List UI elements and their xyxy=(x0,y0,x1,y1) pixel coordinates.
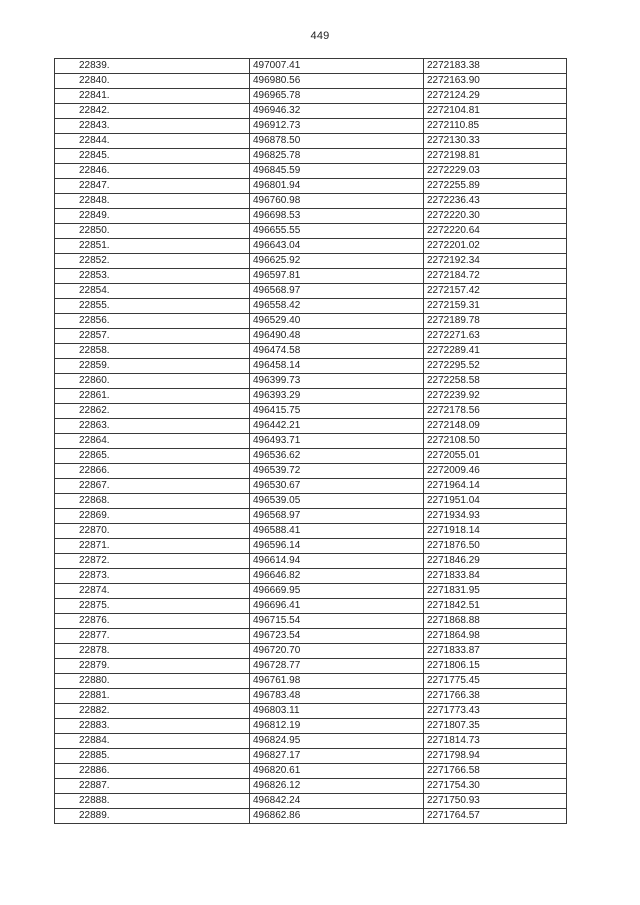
x-coordinate-cell: 496827.17 xyxy=(250,749,424,764)
x-coordinate-cell: 496442.21 xyxy=(250,419,424,434)
y-coordinate-cell: 2272009.46 xyxy=(424,464,567,479)
point-number-cell: 22876. xyxy=(55,614,250,629)
point-number-cell: 22866. xyxy=(55,464,250,479)
page-number: 449 xyxy=(310,30,330,42)
point-number-cell: 22859. xyxy=(55,359,250,374)
point-number-cell: 22862. xyxy=(55,404,250,419)
y-coordinate-cell: 2272295.52 xyxy=(424,359,567,374)
y-coordinate-cell: 2272108.50 xyxy=(424,434,567,449)
y-coordinate-cell: 2271833.84 xyxy=(424,569,567,584)
y-coordinate-cell: 2271864.98 xyxy=(424,629,567,644)
point-number-cell: 22858. xyxy=(55,344,250,359)
x-coordinate-cell: 496812.19 xyxy=(250,719,424,734)
x-coordinate-cell: 496655.55 xyxy=(250,224,424,239)
x-coordinate-cell: 496614.94 xyxy=(250,554,424,569)
y-coordinate-cell: 2272289.41 xyxy=(424,344,567,359)
x-coordinate-cell: 496723.54 xyxy=(250,629,424,644)
point-number-cell: 22844. xyxy=(55,134,250,149)
table-row xyxy=(55,809,567,824)
table-row xyxy=(55,119,567,134)
table-row xyxy=(55,539,567,554)
x-coordinate-cell: 496801.94 xyxy=(250,179,424,194)
y-coordinate-cell: 2271842.51 xyxy=(424,599,567,614)
x-coordinate-cell: 496474.58 xyxy=(250,344,424,359)
table-row xyxy=(55,749,567,764)
table-row xyxy=(55,269,567,284)
x-coordinate-cell: 496761.98 xyxy=(250,674,424,689)
point-number-cell: 22854. xyxy=(55,284,250,299)
point-number-cell: 22885. xyxy=(55,749,250,764)
x-coordinate-cell: 496980.56 xyxy=(250,74,424,89)
table-row xyxy=(55,89,567,104)
point-number-cell: 22856. xyxy=(55,314,250,329)
point-number-cell: 22874. xyxy=(55,584,250,599)
table-row xyxy=(55,299,567,314)
point-number-cell: 22863. xyxy=(55,419,250,434)
table-row xyxy=(55,644,567,659)
y-coordinate-cell: 2272239.92 xyxy=(424,389,567,404)
y-coordinate-cell: 2272104.81 xyxy=(424,104,567,119)
point-number-cell: 22846. xyxy=(55,164,250,179)
y-coordinate-cell: 2272124.29 xyxy=(424,89,567,104)
x-coordinate-cell: 496965.78 xyxy=(250,89,424,104)
x-coordinate-cell: 496625.92 xyxy=(250,254,424,269)
y-coordinate-cell: 2272183.38 xyxy=(424,59,567,74)
x-coordinate-cell: 496862.86 xyxy=(250,809,424,824)
x-coordinate-cell: 496912.73 xyxy=(250,119,424,134)
y-coordinate-cell: 2271876.50 xyxy=(424,539,567,554)
table-row xyxy=(55,569,567,584)
x-coordinate-cell: 496393.29 xyxy=(250,389,424,404)
table-row xyxy=(55,764,567,779)
y-coordinate-cell: 2271754.30 xyxy=(424,779,567,794)
x-coordinate-cell: 496820.61 xyxy=(250,764,424,779)
point-number-cell: 22888. xyxy=(55,794,250,809)
table-row xyxy=(55,179,567,194)
x-coordinate-cell: 496399.73 xyxy=(250,374,424,389)
x-coordinate-cell: 496825.78 xyxy=(250,149,424,164)
x-coordinate-cell: 496878.50 xyxy=(250,134,424,149)
x-coordinate-cell: 496539.05 xyxy=(250,494,424,509)
x-coordinate-cell: 496588.41 xyxy=(250,524,424,539)
x-coordinate-cell: 496568.97 xyxy=(250,509,424,524)
point-number-cell: 22877. xyxy=(55,629,250,644)
y-coordinate-cell: 2272229.03 xyxy=(424,164,567,179)
point-number-cell: 22845. xyxy=(55,149,250,164)
table-row xyxy=(55,314,567,329)
y-coordinate-cell: 2271964.14 xyxy=(424,479,567,494)
point-number-cell: 22851. xyxy=(55,239,250,254)
table-row xyxy=(55,479,567,494)
table-row xyxy=(55,194,567,209)
x-coordinate-cell: 496458.14 xyxy=(250,359,424,374)
x-coordinate-cell: 496558.42 xyxy=(250,299,424,314)
x-coordinate-cell: 496845.59 xyxy=(250,164,424,179)
y-coordinate-cell: 2272201.02 xyxy=(424,239,567,254)
point-number-cell: 22857. xyxy=(55,329,250,344)
y-coordinate-cell: 2272178.56 xyxy=(424,404,567,419)
point-number-cell: 22865. xyxy=(55,449,250,464)
x-coordinate-cell: 496530.67 xyxy=(250,479,424,494)
point-number-cell: 22842. xyxy=(55,104,250,119)
y-coordinate-cell: 2271814.73 xyxy=(424,734,567,749)
table-row xyxy=(55,449,567,464)
y-coordinate-cell: 2272198.81 xyxy=(424,149,567,164)
x-coordinate-cell: 496643.04 xyxy=(250,239,424,254)
point-number-cell: 22884. xyxy=(55,734,250,749)
x-coordinate-cell: 496842.24 xyxy=(250,794,424,809)
table-row xyxy=(55,689,567,704)
y-coordinate-cell: 2271951.04 xyxy=(424,494,567,509)
point-number-cell: 22853. xyxy=(55,269,250,284)
x-coordinate-cell: 496568.97 xyxy=(250,284,424,299)
y-coordinate-cell: 2272236.43 xyxy=(424,194,567,209)
y-coordinate-cell: 2271807.35 xyxy=(424,719,567,734)
table-row xyxy=(55,734,567,749)
table-row xyxy=(55,374,567,389)
point-number-cell: 22879. xyxy=(55,659,250,674)
table-row xyxy=(55,524,567,539)
x-coordinate-cell: 496783.48 xyxy=(250,689,424,704)
y-coordinate-cell: 2271764.57 xyxy=(424,809,567,824)
x-coordinate-cell: 496826.12 xyxy=(250,779,424,794)
y-coordinate-cell: 2272148.09 xyxy=(424,419,567,434)
x-coordinate-cell: 496696.41 xyxy=(250,599,424,614)
point-number-cell: 22860. xyxy=(55,374,250,389)
x-coordinate-cell: 496946.32 xyxy=(250,104,424,119)
point-number-cell: 22887. xyxy=(55,779,250,794)
x-coordinate-cell: 496669.95 xyxy=(250,584,424,599)
y-coordinate-cell: 2271766.38 xyxy=(424,689,567,704)
point-number-cell: 22839. xyxy=(55,59,250,74)
y-coordinate-cell: 2271750.93 xyxy=(424,794,567,809)
y-coordinate-cell: 2272220.30 xyxy=(424,209,567,224)
point-number-cell: 22843. xyxy=(55,119,250,134)
y-coordinate-cell: 2272157.42 xyxy=(424,284,567,299)
table-row xyxy=(55,74,567,89)
x-coordinate-cell: 496803.11 xyxy=(250,704,424,719)
y-coordinate-cell: 2271766.58 xyxy=(424,764,567,779)
x-coordinate-cell: 496698.53 xyxy=(250,209,424,224)
table-row xyxy=(55,134,567,149)
table-row xyxy=(55,494,567,509)
point-number-cell: 22847. xyxy=(55,179,250,194)
point-number-cell: 22868. xyxy=(55,494,250,509)
point-number-cell: 22870. xyxy=(55,524,250,539)
y-coordinate-cell: 2272163.90 xyxy=(424,74,567,89)
table-row xyxy=(55,419,567,434)
x-coordinate-cell: 496715.54 xyxy=(250,614,424,629)
y-coordinate-cell: 2272255.89 xyxy=(424,179,567,194)
table-row xyxy=(55,629,567,644)
point-number-cell: 22852. xyxy=(55,254,250,269)
y-coordinate-cell: 2271775.45 xyxy=(424,674,567,689)
x-coordinate-cell: 496760.98 xyxy=(250,194,424,209)
table-row xyxy=(55,554,567,569)
table-row xyxy=(55,509,567,524)
x-coordinate-cell: 496536.62 xyxy=(250,449,424,464)
table-row xyxy=(55,614,567,629)
y-coordinate-cell: 2272184.72 xyxy=(424,269,567,284)
table-row xyxy=(55,104,567,119)
table-row xyxy=(55,329,567,344)
table-row xyxy=(55,209,567,224)
table-row xyxy=(55,674,567,689)
table-row xyxy=(55,719,567,734)
point-number-cell: 22882. xyxy=(55,704,250,719)
point-number-cell: 22867. xyxy=(55,479,250,494)
coordinates-table-body xyxy=(55,59,567,824)
table-row xyxy=(55,584,567,599)
y-coordinate-cell: 2272130.33 xyxy=(424,134,567,149)
point-number-cell: 22881. xyxy=(55,689,250,704)
table-row xyxy=(55,794,567,809)
table-row xyxy=(55,659,567,674)
table-row xyxy=(55,599,567,614)
point-number-cell: 22886. xyxy=(55,764,250,779)
table-row xyxy=(55,704,567,719)
point-number-cell: 22883. xyxy=(55,719,250,734)
y-coordinate-cell: 2271833.87 xyxy=(424,644,567,659)
table-row xyxy=(55,404,567,419)
table-row xyxy=(55,389,567,404)
point-number-cell: 22873. xyxy=(55,569,250,584)
coordinates-table xyxy=(54,58,567,824)
point-number-cell: 22864. xyxy=(55,434,250,449)
y-coordinate-cell: 2271831.95 xyxy=(424,584,567,599)
point-number-cell: 22849. xyxy=(55,209,250,224)
y-coordinate-cell: 2271918.14 xyxy=(424,524,567,539)
x-coordinate-cell: 496646.82 xyxy=(250,569,424,584)
point-number-cell: 22875. xyxy=(55,599,250,614)
table-row xyxy=(55,464,567,479)
table-row xyxy=(55,434,567,449)
y-coordinate-cell: 2272271.63 xyxy=(424,329,567,344)
x-coordinate-cell: 496415.75 xyxy=(250,404,424,419)
point-number-cell: 22840. xyxy=(55,74,250,89)
point-number-cell: 22880. xyxy=(55,674,250,689)
table-row xyxy=(55,284,567,299)
point-number-cell: 22889. xyxy=(55,809,250,824)
table-row xyxy=(55,359,567,374)
y-coordinate-cell: 2271934.93 xyxy=(424,509,567,524)
x-coordinate-cell: 496529.40 xyxy=(250,314,424,329)
point-number-cell: 22841. xyxy=(55,89,250,104)
point-number-cell: 22871. xyxy=(55,539,250,554)
x-coordinate-cell: 496490.48 xyxy=(250,329,424,344)
table-row xyxy=(55,254,567,269)
point-number-cell: 22872. xyxy=(55,554,250,569)
table-row xyxy=(55,344,567,359)
table-row xyxy=(55,239,567,254)
y-coordinate-cell: 2272220.64 xyxy=(424,224,567,239)
x-coordinate-cell: 496539.72 xyxy=(250,464,424,479)
x-coordinate-cell: 496597.81 xyxy=(250,269,424,284)
point-number-cell: 22850. xyxy=(55,224,250,239)
table-row xyxy=(55,224,567,239)
y-coordinate-cell: 2271773.43 xyxy=(424,704,567,719)
y-coordinate-cell: 2272055.01 xyxy=(424,449,567,464)
point-number-cell: 22861. xyxy=(55,389,250,404)
x-coordinate-cell: 496728.77 xyxy=(250,659,424,674)
table-row xyxy=(55,164,567,179)
y-coordinate-cell: 2271846.29 xyxy=(424,554,567,569)
y-coordinate-cell: 2271806.15 xyxy=(424,659,567,674)
y-coordinate-cell: 2272110.85 xyxy=(424,119,567,134)
y-coordinate-cell: 2272192.34 xyxy=(424,254,567,269)
x-coordinate-cell: 496720.70 xyxy=(250,644,424,659)
y-coordinate-cell: 2271798.94 xyxy=(424,749,567,764)
y-coordinate-cell: 2272189.78 xyxy=(424,314,567,329)
x-coordinate-cell: 496824.95 xyxy=(250,734,424,749)
x-coordinate-cell: 496596.14 xyxy=(250,539,424,554)
point-number-cell: 22855. xyxy=(55,299,250,314)
y-coordinate-cell: 2271868.88 xyxy=(424,614,567,629)
y-coordinate-cell: 2272159.31 xyxy=(424,299,567,314)
point-number-cell: 22878. xyxy=(55,644,250,659)
table-row xyxy=(55,779,567,794)
x-coordinate-cell: 496493.71 xyxy=(250,434,424,449)
point-number-cell: 22869. xyxy=(55,509,250,524)
point-number-cell: 22848. xyxy=(55,194,250,209)
y-coordinate-cell: 2272258.58 xyxy=(424,374,567,389)
x-coordinate-cell: 497007.41 xyxy=(250,59,424,74)
table-row xyxy=(55,149,567,164)
table-row xyxy=(55,59,567,74)
